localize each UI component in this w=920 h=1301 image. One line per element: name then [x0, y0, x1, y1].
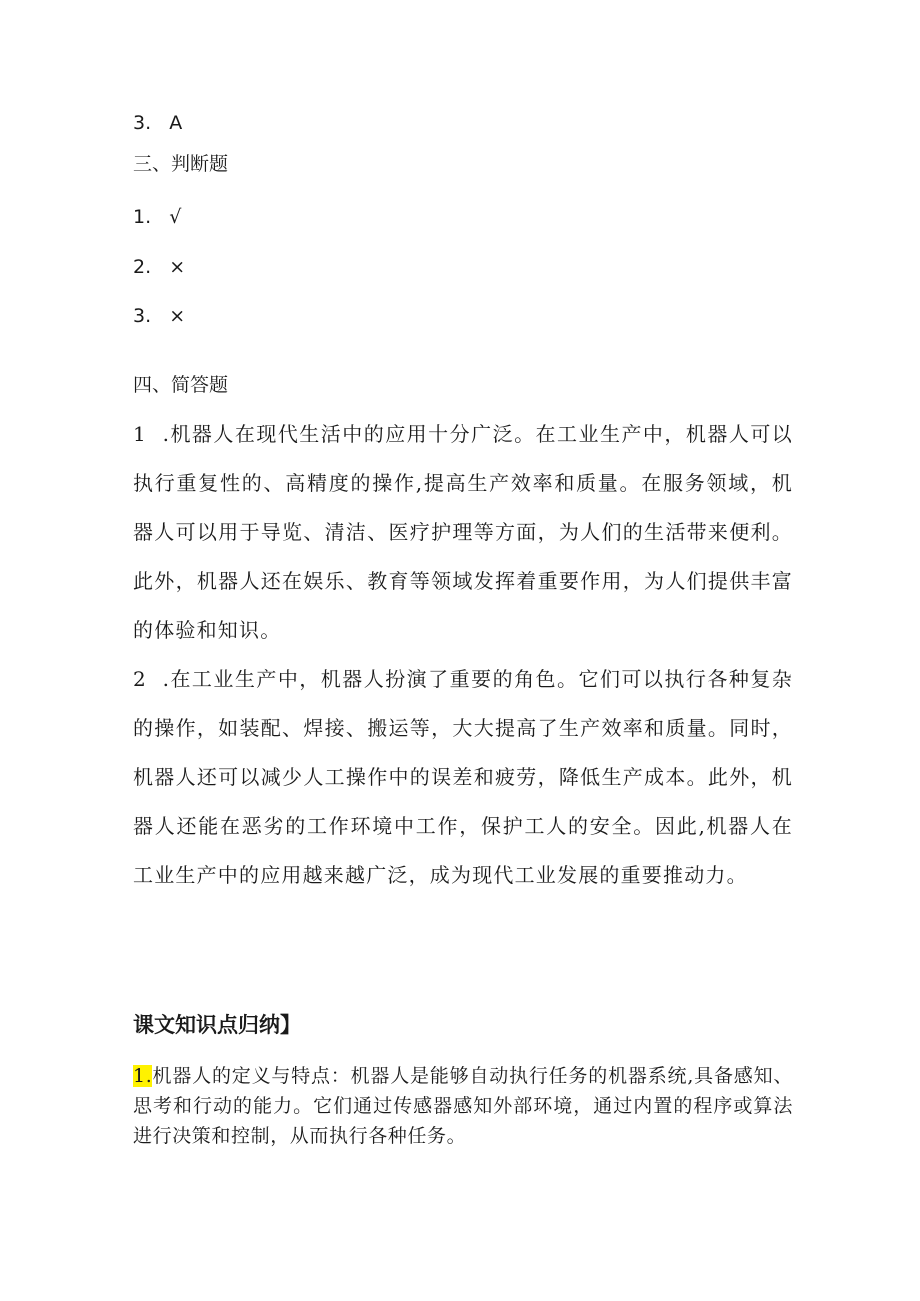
answer-number: 1	[133, 422, 147, 446]
summary-heading: 课文知识点归纳】	[133, 1013, 301, 1037]
answer-value: ×	[169, 256, 186, 278]
short-answer-block	[133, 410, 793, 900]
answer-tf-1	[133, 205, 181, 229]
short-answer-2	[133, 655, 793, 900]
section-title-true-false: 三、判断题	[133, 153, 229, 175]
answer-number: 3.	[133, 305, 152, 327]
answer-text: .机器人在现代生活中的应用十分广泛。在工业生产中，机器人可以执行重复性的、高精度的操作,提高生产效率和质量。在服务领域，机器人可以用于导览、清洁、医疗护理等方面，为人们的生活带来便利。此外，机器人还在娱乐、教育等领域发挥着重要作用，为人们提供丰富的体验和知识。	[133, 422, 793, 642]
answer-number: 2	[133, 667, 147, 691]
section-title-short-answer: 四、简答题	[133, 374, 229, 396]
answer-number: 2.	[133, 256, 152, 278]
summary-text: 机器人的定义与特点：机器人是能够自动执行任务的机器系统,具备感知、思考和行动的能力。它们通过传感器感知外部环境，通过内置的程序或算法进行决策和控制，从而执行各种任务。	[133, 1065, 793, 1147]
answer-number: 1.	[133, 206, 152, 228]
answer-number: 3.	[133, 112, 152, 134]
answer-value: √	[169, 206, 182, 228]
answer-value: ×	[169, 305, 186, 327]
summary-block	[133, 1061, 793, 1151]
answer-mc-3	[133, 111, 182, 135]
answer-tf-3	[133, 304, 185, 328]
answer-value: A	[169, 112, 183, 134]
short-answer-1	[133, 410, 793, 655]
answer-tf-2	[133, 255, 185, 279]
highlighted-number: 1.	[133, 1065, 153, 1087]
answer-text: .在工业生产中，机器人扮演了重要的角色。它们可以执行各种复杂的操作，如装配、焊接、搬运等，大大提高了生产效率和质量。同时，机器人还可以减少人工操作中的误差和疲劳，降低生产成本。此外，机器人还能在恶劣的工作环境中工作，保护工人的安全。因此,机器人在工业生产中的应用越来越广泛，成为现代工业发展的重要推动力。	[133, 667, 793, 887]
summary-item-1	[133, 1061, 793, 1151]
